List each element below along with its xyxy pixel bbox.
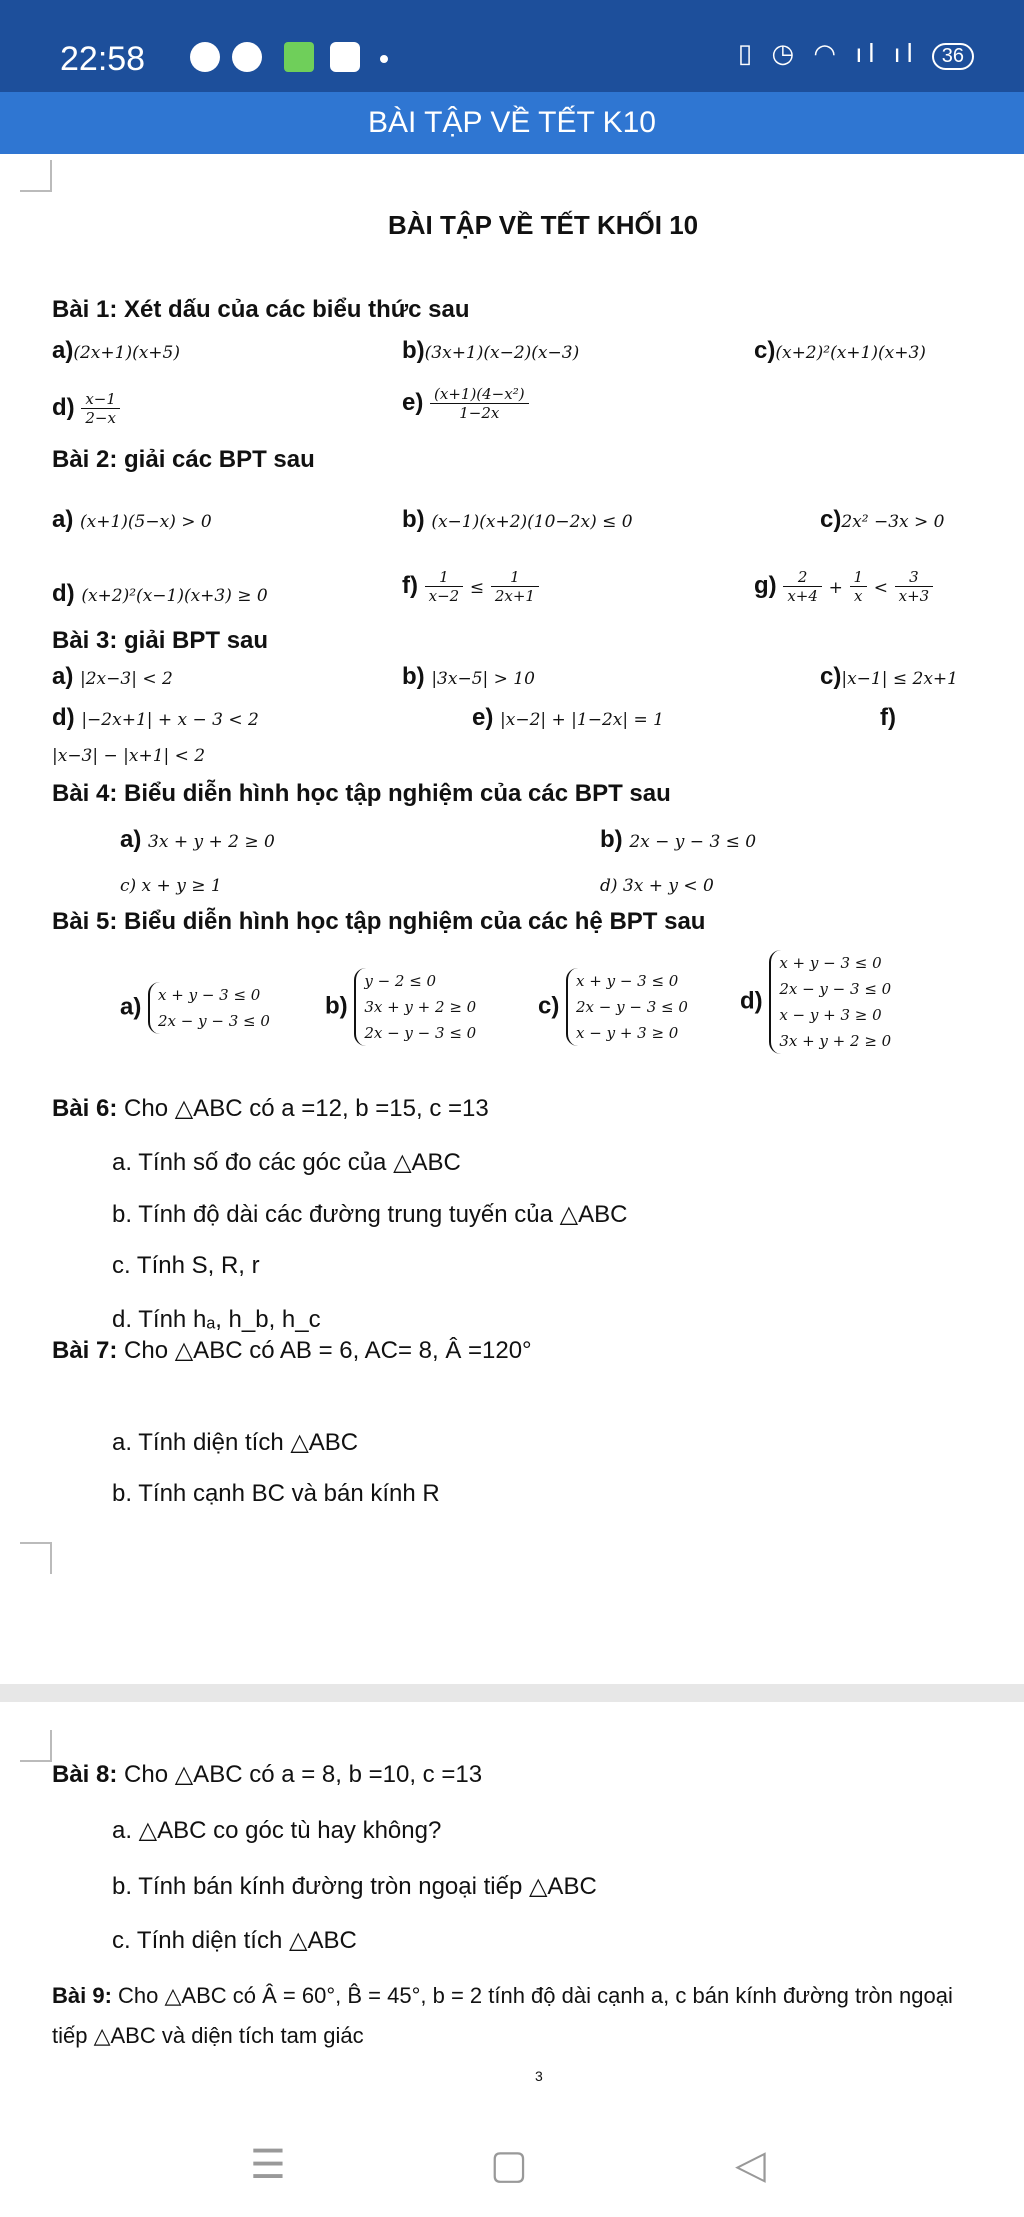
b3-c: c)|x−1| ≤ 2x+1 bbox=[820, 663, 958, 690]
b1-e: e) $\frac{\text{(x+1)(4−x²)}}{1-2x}$ bbox=[402, 385, 529, 422]
b2-g: g) $\frac{2}{x+4}$ + $\frac{1}{x}$ < $\frac{3}{x+3}$ bbox=[754, 568, 933, 605]
b2-d: d) (x+2)²(x−1)(x+3) ≥ 0 bbox=[52, 580, 268, 607]
app-icon bbox=[330, 42, 360, 72]
messenger-icon bbox=[190, 42, 220, 72]
b8-a: a. △ABC co góc tù hay không? bbox=[112, 1817, 442, 1844]
b9-line1: Bài 9: Cho △ABC có Â = 60°, B̂ = 45°, b = 2 tính độ dài cạnh a, c bán kính đường tròn ngoại bbox=[52, 1983, 953, 2008]
b3-a: a) |2x−3| < 2 bbox=[52, 663, 173, 690]
alarm-icon: ◷ bbox=[771, 38, 801, 68]
crop-mark bbox=[20, 160, 52, 192]
download-icon bbox=[284, 42, 314, 72]
b4-b: b) 2x − y − 3 ≤ 0 bbox=[600, 826, 757, 853]
b2-f: f) $\frac{1}{x-2}$ ≤ $\frac{1}{2x+1}$ bbox=[402, 568, 539, 605]
back-icon[interactable]: ◁ bbox=[735, 2143, 766, 2187]
wifi-icon: ◠ bbox=[813, 38, 843, 68]
b5-a: a) x + y − 3 ≤ 0 2x − y − 3 ≤ 0 bbox=[120, 982, 270, 1034]
b3-b: b) |3x−5| > 10 bbox=[402, 663, 535, 690]
doc-title: BÀI TẬP VỀ TẾT KHỐI 10 bbox=[388, 210, 699, 240]
b7-b: b. Tính cạnh BC và bán kính R bbox=[112, 1480, 440, 1507]
b2-heading: Bài 2: giải các BPT sau bbox=[52, 446, 315, 473]
b4-d: d) 3x + y < 0 bbox=[600, 876, 714, 896]
b3-f-label: f) bbox=[880, 704, 896, 731]
b5-d: d) x + y − 3 ≤ 0 2x − y − 3 ≤ 0 x − y + 3 ≥ 0 3x + y + 2 ≥ 0 bbox=[740, 950, 891, 1054]
nav-bar bbox=[0, 2100, 1024, 2217]
battery-icon: 36 bbox=[932, 43, 974, 70]
status-right bbox=[738, 38, 974, 70]
app-bar-title: BÀI TẬP VỀ TẾT K10 bbox=[0, 92, 1024, 154]
vibrate-icon: ▯ bbox=[737, 38, 759, 68]
b5-c: c) x + y − 3 ≤ 0 2x − y − 3 ≤ 0 x − y + 3 ≥ 0 bbox=[538, 968, 688, 1046]
b6-heading: Bài 6: Cho △ABC có a =12, b =15, c =13 bbox=[52, 1095, 489, 1122]
home-icon[interactable]: ▢ bbox=[490, 2143, 528, 2187]
b3-e: e) |x−2| + |1−2x| = 1 bbox=[472, 704, 664, 731]
b6-c: c. Tính S, R, r bbox=[112, 1252, 260, 1279]
crop-mark bbox=[20, 1542, 52, 1574]
b5-heading: Bài 5: Biểu diễn hình học tập nghiệm của các hệ BPT sau bbox=[52, 908, 706, 935]
b2-b: b) (x−1)(x+2)(10−2x) ≤ 0 bbox=[402, 506, 633, 533]
signal-icon: ıl ıl bbox=[855, 38, 919, 68]
b2-a: a) (x+1)(5−x) > 0 bbox=[52, 506, 212, 533]
b3-d: d) |−2x+1| + x − 3 < 2 bbox=[52, 704, 259, 731]
b7-a: a. Tính diện tích △ABC bbox=[112, 1429, 359, 1456]
b1-a: a)(2x+1)(x+5) bbox=[52, 337, 180, 364]
b8-heading: Bài 8: Cho △ABC có a = 8, b =10, c =13 bbox=[52, 1761, 483, 1788]
b9-line2: tiếp △ABC và diện tích tam giác bbox=[52, 2023, 364, 2048]
b3-f: |x−3| − |x+1| < 2 bbox=[52, 746, 206, 766]
crop-mark bbox=[20, 1730, 52, 1762]
b6-a: a. Tính số đo các góc của △ABC bbox=[112, 1149, 461, 1176]
b8-c: c. Tính diện tích △ABC bbox=[112, 1927, 357, 1954]
b3-heading: Bài 3: giải BPT sau bbox=[52, 627, 269, 654]
status-bar bbox=[0, 0, 1024, 92]
b4-c: c) x + y ≥ 1 bbox=[120, 876, 222, 896]
b6-d: d. Tính hₐ, h_b, h_c bbox=[112, 1306, 321, 1333]
b1-c: c)(x+2)²(x+1)(x+3) bbox=[754, 337, 926, 364]
b6-b: b. Tính độ dài các đường trung tuyến của △ABC bbox=[112, 1201, 628, 1228]
page-gap bbox=[0, 1684, 1024, 1702]
page-number: 3 bbox=[535, 2068, 543, 2084]
b1-heading: Bài 1: Xét dấu của các biểu thức sau bbox=[52, 296, 470, 323]
facebook-icon bbox=[232, 42, 262, 72]
b7-heading: Bài 7: Cho △ABC có AB = 6, AC= 8, Â =120° bbox=[52, 1337, 532, 1364]
b5-b: b) y − 2 ≤ 0 3x + y + 2 ≥ 0 2x − y − 3 ≤ 0 bbox=[325, 968, 476, 1046]
b1-d: d) $\frac{x-1}{2-x}$ bbox=[52, 390, 120, 427]
b4-a: a) 3x + y + 2 ≥ 0 bbox=[120, 826, 275, 853]
clock: 22:58 bbox=[60, 40, 146, 78]
b1-b: b)(3x+1)(x−2)(x−3) bbox=[402, 337, 580, 364]
notification-dot-icon bbox=[380, 55, 388, 63]
b2-c: c)2x² −3x > 0 bbox=[820, 506, 945, 533]
b8-b: b. Tính bán kính đường tròn ngoại tiếp △ABC bbox=[112, 1873, 597, 1900]
b4-heading: Bài 4: Biểu diễn hình học tập nghiệm của các BPT sau bbox=[52, 780, 671, 807]
menu-icon[interactable]: ☰ bbox=[250, 2143, 286, 2187]
